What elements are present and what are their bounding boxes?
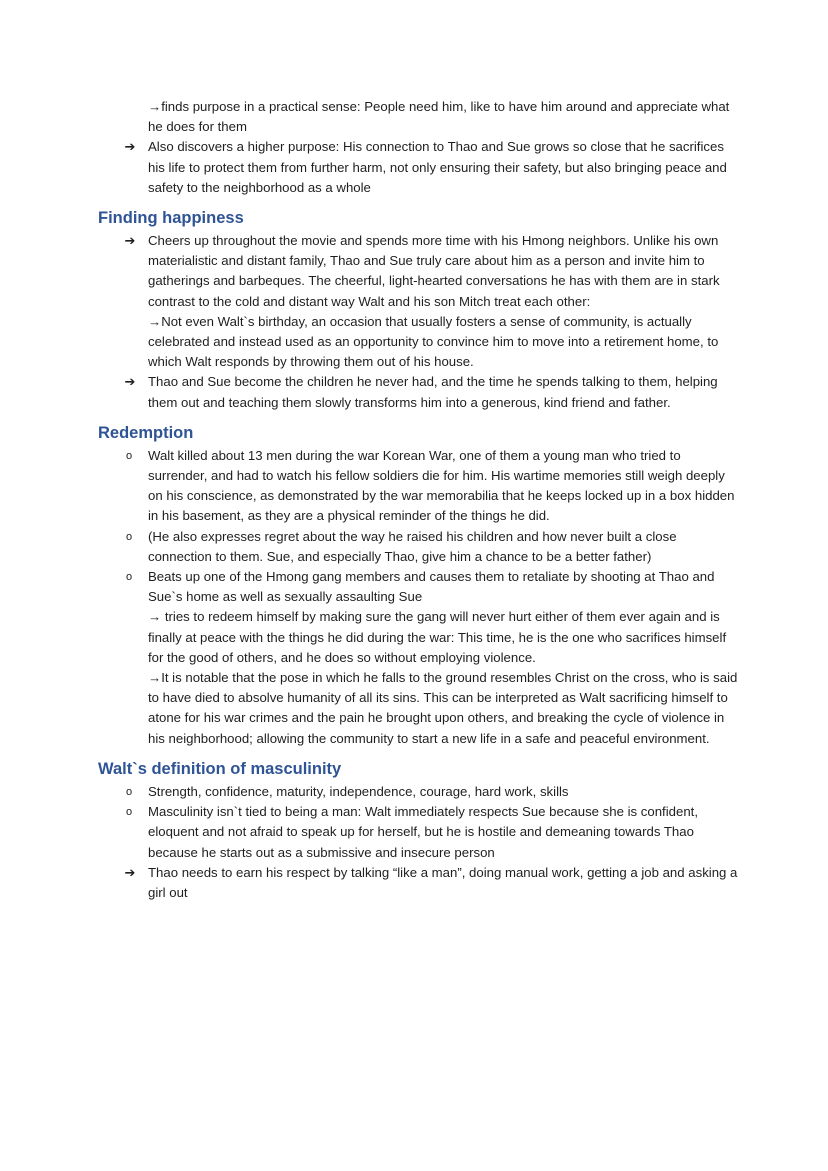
circle-bullet-icon: o bbox=[125, 449, 133, 462]
list-item-text: (He also expresses regret about the way he raised his children and how never built a close connection to them. Sue, and especially Thao, give him a chance to be a better father) bbox=[148, 528, 677, 564]
arrow-bullet-icon: ➔ bbox=[124, 374, 136, 390]
circle-bullet-icon: o bbox=[125, 806, 133, 819]
section-heading-masculinity: Walt`s definition of masculinity bbox=[98, 759, 342, 778]
list-item bbox=[98, 863, 738, 903]
list-item bbox=[98, 567, 738, 749]
intro-paragraph: →finds purpose in a practical sense: People need him, like to have him around and appreciate what he does for them bbox=[148, 99, 730, 135]
list-item bbox=[98, 137, 738, 198]
list-item bbox=[98, 446, 738, 527]
arrow-bullet-icon: ➔ bbox=[124, 233, 136, 249]
arrow-bullet-icon: ➔ bbox=[124, 139, 136, 155]
circle-bullet-icon: o bbox=[125, 571, 133, 584]
list-item-text: Beats up one of the Hmong gang members and causes them to retaliate by shooting at Thao and Sue`s home as well as sexually assaulting Sue bbox=[148, 569, 715, 605]
section-heading-happiness: Finding happiness bbox=[98, 209, 244, 228]
list-item-text: Thao and Sue become the children he never had, and the time he spends talking to them, helping them out and teaching them slowly transforms him into a generous, kind friend and father. bbox=[148, 374, 718, 410]
list-item bbox=[98, 231, 738, 372]
list-item bbox=[98, 782, 738, 802]
list-item-text: Walt killed about 13 men during the war Korean War, one of them a young man who tried to surrender, and had to watch his fellow soldiers die for him. His wartime memories still weigh deeply on his conscience, as demonstrated by the war memorabilia that he keeps locked up in a box hidden in his basement, as they are a physical reminder of the things he did. bbox=[148, 447, 735, 524]
list-item bbox=[98, 527, 738, 567]
list-item-text: Also discovers a higher purpose: His connection to Thao and Sue grows so close that he sacrifices his life to protect them from further harm, not only ensuring their safety, but also bringing peace and safety to the neighborhood as a whole bbox=[148, 139, 727, 195]
document-body bbox=[98, 97, 738, 903]
list-item-text: Strength, confidence, maturity, independence, courage, hard work, skills bbox=[148, 783, 569, 799]
list-item-subtext: →Not even Walt`s birthday, an occasion that usually fosters a sense of community, is actually celebrated and instead used as an opportunity to convince him to move into a retirement home, to which Walt responds by throwing them out of his house. bbox=[148, 313, 719, 370]
list-item bbox=[98, 372, 738, 412]
circle-bullet-icon: o bbox=[125, 785, 133, 798]
list-item-subtext: → tries to redeem himself by making sure the gang will never hurt either of them ever again and is finally at peace with the things he did during the war: This time, he is the one who sacrifices himself for the good of others, and he does so without employing violence. bbox=[148, 609, 727, 665]
list-item bbox=[98, 802, 738, 863]
list-item-text: Thao needs to earn his respect by talking “like a man”, doing manual work, getting a job and asking a girl out bbox=[148, 864, 738, 900]
arrow-bullet-icon: ➔ bbox=[124, 864, 136, 880]
section-heading-redemption: Redemption bbox=[98, 423, 194, 442]
list-item-subtext: →It is notable that the pose in which he falls to the ground resembles Christ on the cross, who is said to have died to absolve humanity of all its sins. This can be interpreted as Walt sacrificing himself to atone for his war crimes and the pain he brought upon others, and breaking the cycle of violence in his neighborhood; allowing the community to start a new life in a safe and peaceful environment. bbox=[148, 670, 738, 746]
list-item-text: Masculinity isn`t tied to being a man: Walt immediately respects Sue because she is confident, eloquent and not afraid to speak up for herself, but he is hostile and demeaning towards Thao because he starts out as a submissive and insecure person bbox=[148, 804, 698, 860]
circle-bullet-icon: o bbox=[125, 530, 133, 543]
list-item-text: Cheers up throughout the movie and spends more time with his Hmong neighbors. Unlike his own materialistic and distant family, Thao and Sue truly care about him as a person and invite him to gatherings and barbeques. The cheerful, light-hearted conversations he has with them are in stark contrast to the cold and distant way Walt and his son Mitch treat each other: bbox=[148, 233, 720, 309]
